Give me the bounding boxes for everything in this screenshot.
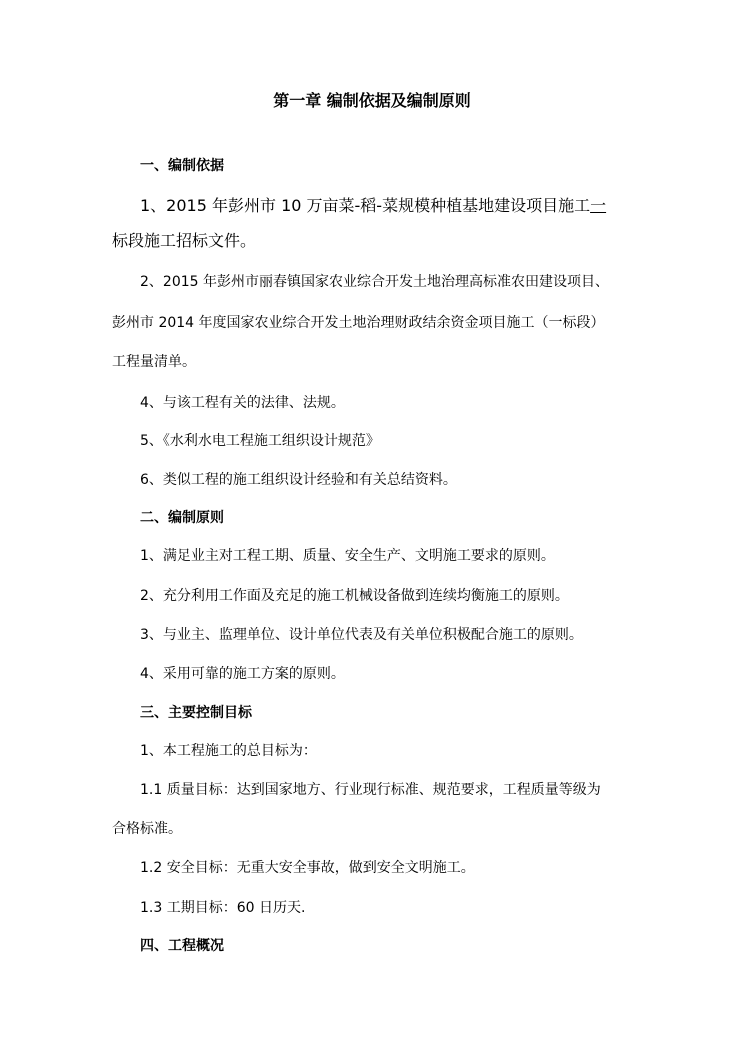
target-quality-line-1: 1.1 质量目标：达到国家地方、行业现行标准、规范要求，工程质量等级为 bbox=[140, 782, 601, 798]
target-quality-line-2: 合格标准。 bbox=[112, 821, 182, 837]
principle-item-4: 4、采用可靠的施工方案的原则。 bbox=[140, 666, 345, 682]
basis-item-1-text: 1、2015 年彭州市 10 万亩菜-稻-菜规模种植基地建设项目施工 bbox=[140, 196, 591, 215]
basis-item-2-line-3: 工程量清单。 bbox=[112, 354, 196, 370]
target-item-1: 1、本工程施工的总目标为： bbox=[140, 743, 317, 759]
basis-item-4: 4、与该工程有关的法律、法规。 bbox=[140, 395, 345, 411]
basis-item-2-line-2: 彭州市 2014 年度国家农业综合开发土地治理财政结余资金项目施工（一标段） bbox=[112, 315, 605, 331]
target-safety: 1.2 安全目标：无重大安全事故，做到安全文明施工。 bbox=[140, 860, 475, 876]
section-heading-principles: 二、编制原则 bbox=[140, 510, 224, 526]
basis-item-1-line-1 bbox=[140, 196, 606, 216]
basis-item-5: 5、《水利水电工程施工组织设计规范》 bbox=[140, 433, 380, 449]
basis-item-1-line-2: 标段施工招标文件。 bbox=[112, 231, 257, 250]
basis-item-2-line-1: 2、2015 年彭州市丽春镇国家农业综合开发土地治理高标准农田建设项目、 bbox=[140, 274, 609, 290]
target-schedule: 1.3 工期目标：60 日历天. bbox=[140, 900, 306, 916]
principle-item-1: 1、满足业主对工程工期、质量、安全生产、文明施工要求的原则。 bbox=[140, 548, 555, 564]
section-heading-basis: 一、编制依据 bbox=[140, 158, 224, 174]
section-heading-overview: 四、工程概况 bbox=[140, 938, 224, 954]
section-heading-targets: 三、主要控制目标 bbox=[140, 705, 252, 721]
principle-item-3: 3、与业主、监理单位、设计单位代表及有关单位积极配合施工的原则。 bbox=[140, 627, 583, 643]
basis-item-6: 6、类似工程的施工组织设计经验和有关总结资料。 bbox=[140, 472, 457, 488]
principle-item-2: 2、充分利用工作面及充足的施工机械设备做到连续均衡施工的原则。 bbox=[140, 588, 569, 604]
chapter-title: 第一章 编制依据及编制原则 bbox=[273, 91, 471, 110]
basis-item-1-underlined: 一 bbox=[590, 196, 607, 215]
